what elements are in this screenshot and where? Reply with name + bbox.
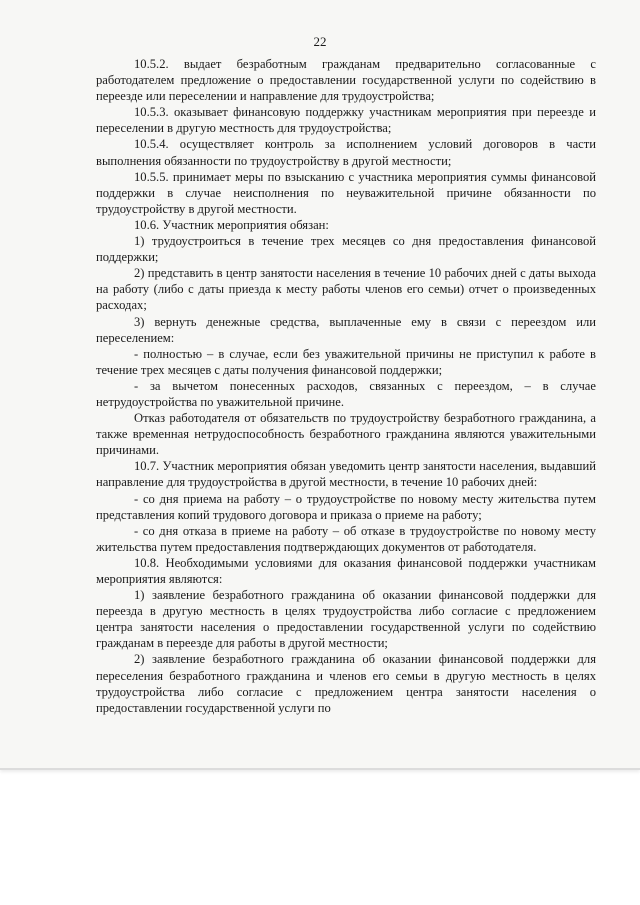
paragraph: - со дня приема на работу – о трудоустройстве по новому месту жительства путем представления копий трудового договора и приказа о приеме на работу; [96,491,596,522]
paragraph: 10.7. Участник мероприятия обязан уведомить центр занятости населения, выдавший направление для трудоустройства в другой местности, в течение 10 рабочих дней: [96,459,596,490]
paragraph: - со дня отказа в приеме на работу – об отказе в трудоустройстве по новому месту жительства путем предоставления подтверждающих документов от работодателя. [96,523,596,554]
paragraph: 1) трудоустроиться в течение трех месяцев со дня предоставления финансовой поддержки; [96,234,596,265]
paragraph: 10.8. Необходимыми условиями для оказания финансовой поддержки участникам мероприятия являются: [96,555,596,586]
paragraph: 2) заявление безработного гражданина об оказании финансовой поддержки для переселения безработного гражданина и членов его семьи в другую местность в целях трудоустройства либо согласие с предложением центра занятости населения о предоставлении государственной услуги по [96,652,596,715]
paragraph: Отказ работодателя от обязательств по трудоустройству безработного гражданина, а также временная нетрудоспособность безработного гражданина являются уважительными причинами. [96,411,596,458]
paragraph: 2) представить в центр занятости населения в течение 10 рабочих дней с даты выхода на работу (либо с даты приезда к месту работы членов его семьи) отчет о произведенных расходах; [96,266,596,313]
paragraph: - полностью – в случае, если без уважительной причины не приступил к работе в течение трех месяцев с даты получения финансовой поддержки; [96,346,596,377]
document-body [96,56,596,716]
paragraph: 10.5.4. осуществляет контроль за исполнением условий договоров в части выполнения обязанности по трудоустройству в другой местности; [96,137,596,168]
paragraph: 1) заявление безработного гражданина об оказании финансовой поддержки для переезда в другую местность в целях трудоустройства либо согласие с предложением центра занятости населения о предоставлении государственной услуги по содействию гражданам в переезде для работы в другой местности; [96,588,596,651]
paragraph: 10.6. Участник мероприятия обязан: [134,217,329,232]
paragraph: - за вычетом понесенных расходов, связанных с переездом, – в случае нетрудоустройства по уважительной причине. [96,378,596,409]
paragraph: 10.5.2. выдает безработным гражданам предварительно согласованные с работодателем предложение о предоставлении государственной услуги по содействию в переезде или переселении и направление для трудоустройства; [96,57,596,104]
page-number: 22 [313,34,327,49]
paragraph: 10.5.3. оказывает финансовую поддержку участникам мероприятия при переезде и переселении в другую местность для трудоустройства; [96,105,596,136]
paragraph: 3) вернуть денежные средства, выплаченные ему в связи с переездом или переселением: [96,314,596,345]
paragraph: 10.5.5. принимает меры по взысканию с участника мероприятия суммы финансовой поддержки в случае неисполнения по неуважительной причине обязанности по трудоустройству в другой местности. [96,169,596,216]
